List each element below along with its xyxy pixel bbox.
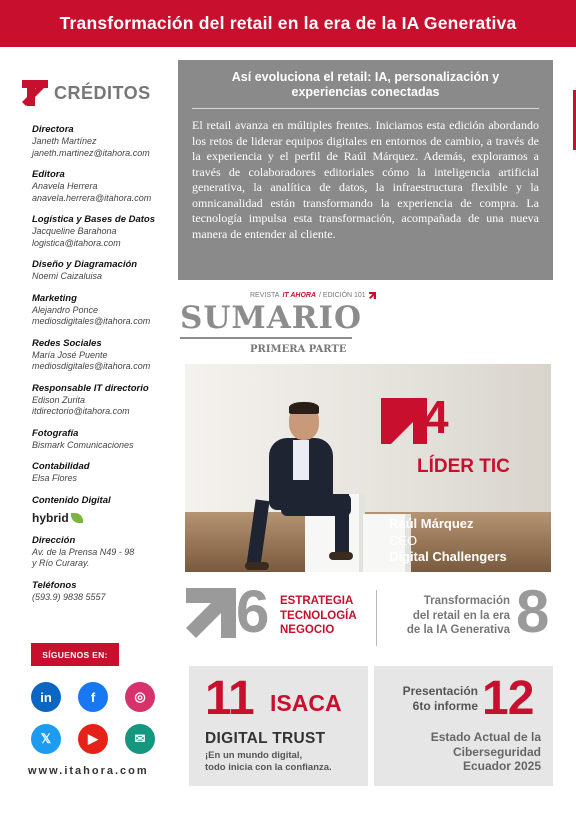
follow-us-label: SÍGUENOS EN: (31, 643, 119, 666)
person-figure (293, 440, 309, 480)
credit-role: Fotografía (32, 427, 79, 439)
phone-number[interactable]: (593.9) 9838 5557 (32, 591, 106, 602)
editorial-title: Así evoluciona el retail: IA, personalización y experiencias conectadas (231, 70, 500, 99)
section-transformacion[interactable] (380, 594, 510, 638)
tagline-line: ¡En un mundo digital, (205, 750, 303, 761)
section-subtitle: DIGITAL TRUST (205, 730, 326, 747)
address-line: Av. de la Prensa N49 - 98 (32, 546, 135, 557)
section-subtitle (388, 730, 541, 774)
credit-logistica (32, 214, 182, 249)
person-figure (289, 402, 319, 414)
credit-email[interactable]: mediosdigitales@itahora.com (32, 316, 151, 326)
credit-role: Contabilidad (32, 461, 90, 472)
lider-tic-photo[interactable] (185, 364, 551, 572)
part-label: PRIMERA PARTE (250, 344, 347, 355)
person-figure (329, 552, 353, 560)
person-name: Raúl Márquez (389, 516, 474, 531)
credit-name: Janeth Martínez (32, 136, 97, 146)
magazine-name: IT AHORA (282, 292, 317, 299)
credit-role: Marketing (32, 292, 77, 304)
photo-background (185, 364, 551, 514)
credit-role: Logística y Bases de Datos (32, 214, 156, 225)
divider (192, 108, 539, 109)
credit-name: Noemi Caizaluisa (32, 271, 103, 281)
page-title: Transformación del retail en la era de la IA Generativa (59, 13, 517, 33)
company-name: Digital Challengers (389, 549, 507, 564)
credit-contenido-digital (32, 495, 182, 525)
credit-email[interactable]: mediosdigitales@itahora.com (32, 361, 151, 371)
person-position: CEO (389, 533, 418, 548)
magazine-edition (250, 292, 376, 299)
edition-number: / EDICIÓN 101 (319, 292, 366, 299)
credit-name: Bismark Comunicaciones (32, 439, 134, 450)
x-icon[interactable]: 𝕏 (31, 724, 61, 754)
credit-role: Teléfonos (32, 579, 77, 591)
section-isaca[interactable] (189, 666, 368, 786)
credit-name: Alejandro Ponce (32, 304, 99, 315)
sumario-title: SUMARIO (180, 300, 363, 336)
section-label: ISACA (270, 690, 342, 716)
credits-title: CRÉDITOS (54, 82, 151, 103)
website-link[interactable]: www.itahora.com (28, 765, 149, 777)
page-number: 4 (423, 391, 449, 443)
gray-arrow-icon (186, 588, 236, 638)
credits-list (32, 124, 182, 613)
credit-role: Contenido Digital (32, 494, 111, 506)
credit-email[interactable]: janeth.martinez@itahora.com (32, 147, 150, 158)
youtube-icon[interactable]: ▶ (78, 724, 108, 754)
subtitle-line: Estado Actual de la (430, 730, 541, 744)
label-line: Presentación (402, 684, 478, 698)
section-line: Transformación (423, 595, 510, 607)
credit-name: Jacqueline Barahona (32, 226, 117, 236)
subtitle-line: Ciberseguridad (452, 744, 541, 759)
credit-diseno (32, 259, 182, 283)
label-line: 6to informe (412, 698, 478, 713)
credit-fotografia (32, 428, 182, 452)
hybrid-logo-text: hybrid (32, 510, 69, 525)
credit-role: Dirección (32, 534, 76, 546)
magazine-prefix: REVISTA (250, 292, 280, 299)
section-tagline (205, 750, 332, 773)
credit-name: Anavela Herrera (32, 181, 98, 191)
hybrid-logo (32, 511, 182, 525)
credit-it-directorio (32, 383, 182, 418)
divider (180, 337, 352, 339)
credit-marketing (32, 293, 182, 328)
credit-contabilidad (32, 461, 182, 485)
credit-role: Responsable IT directorio (32, 382, 149, 394)
credit-name: Elsa Flores (32, 473, 78, 483)
credit-role: Diseño y Diagramación (32, 259, 138, 270)
page-number: 11 (205, 672, 254, 725)
leaf-icon (71, 513, 83, 523)
section-line: TECNOLOGÍA (280, 609, 357, 622)
section-line: de la IA Generativa (406, 624, 510, 636)
credit-telefonos (32, 580, 182, 604)
page-number: 12 (482, 672, 534, 725)
editorial-body: El retail avanza en múltiples frentes. Iniciamos esta edición abordando los retos de liderar equipos digitales en entornos de cambio, a través de la experiencia y el perfil de Raúl Márquez. Además, exploramos a través de colaboradores editoriales cómo la inteligencia artificial generativa, la analítica de datos, la infraestructura flexible y la omnicanalidad están transformando la experiencia de compra. La tecnología impulsa esta transformación, acompañada de una nueva manera de entender al cliente. (192, 118, 539, 241)
credits-heading (22, 80, 151, 106)
linkedin-icon[interactable]: in (31, 682, 61, 712)
credit-role: Directora (32, 124, 74, 135)
section-line: ESTRATEGIA (280, 595, 354, 607)
credit-email[interactable]: anavela.herrera@itahora.com (32, 192, 152, 203)
page-number: 6 (236, 578, 270, 645)
section-line: NEGOCIO (280, 624, 335, 636)
section-line: del retail en la era (412, 609, 510, 622)
editorial-box (178, 60, 553, 280)
red-arrow-icon (22, 80, 48, 106)
tagline-line: todo inicia con la confianza. (205, 761, 332, 773)
person-figure (245, 562, 269, 570)
person-figure (335, 494, 349, 556)
section-label (380, 684, 478, 713)
address-line: y Río Curaray. (32, 558, 90, 568)
credit-redes (32, 338, 182, 373)
social-icons (31, 682, 161, 754)
red-arrow-icon (381, 398, 427, 444)
email-icon[interactable]: ✉ (125, 724, 155, 754)
credit-role: Editora (32, 169, 65, 180)
credit-directora (32, 124, 182, 159)
facebook-icon[interactable]: f (78, 682, 108, 712)
red-arrow-icon (369, 292, 376, 299)
credit-name: Edison Zurita (32, 394, 86, 405)
section-presentacion[interactable] (374, 666, 553, 786)
credit-name: María José Puente (32, 349, 108, 360)
divider (376, 590, 377, 646)
section-estrategia[interactable] (280, 594, 357, 638)
credit-direccion (32, 535, 182, 570)
subtitle-line: Ecuador 2025 (462, 759, 541, 773)
page-number: 8 (516, 578, 550, 645)
header-banner (0, 0, 576, 47)
credit-email[interactable]: logistica@itahora.com (32, 237, 121, 248)
section-label: LÍDER TIC (417, 456, 510, 477)
credit-editora (32, 169, 182, 204)
credit-email[interactable]: itdirectorio@itahora.com (32, 406, 130, 416)
credit-role: Redes Sociales (32, 337, 102, 349)
instagram-icon[interactable]: ◎ (125, 682, 155, 712)
